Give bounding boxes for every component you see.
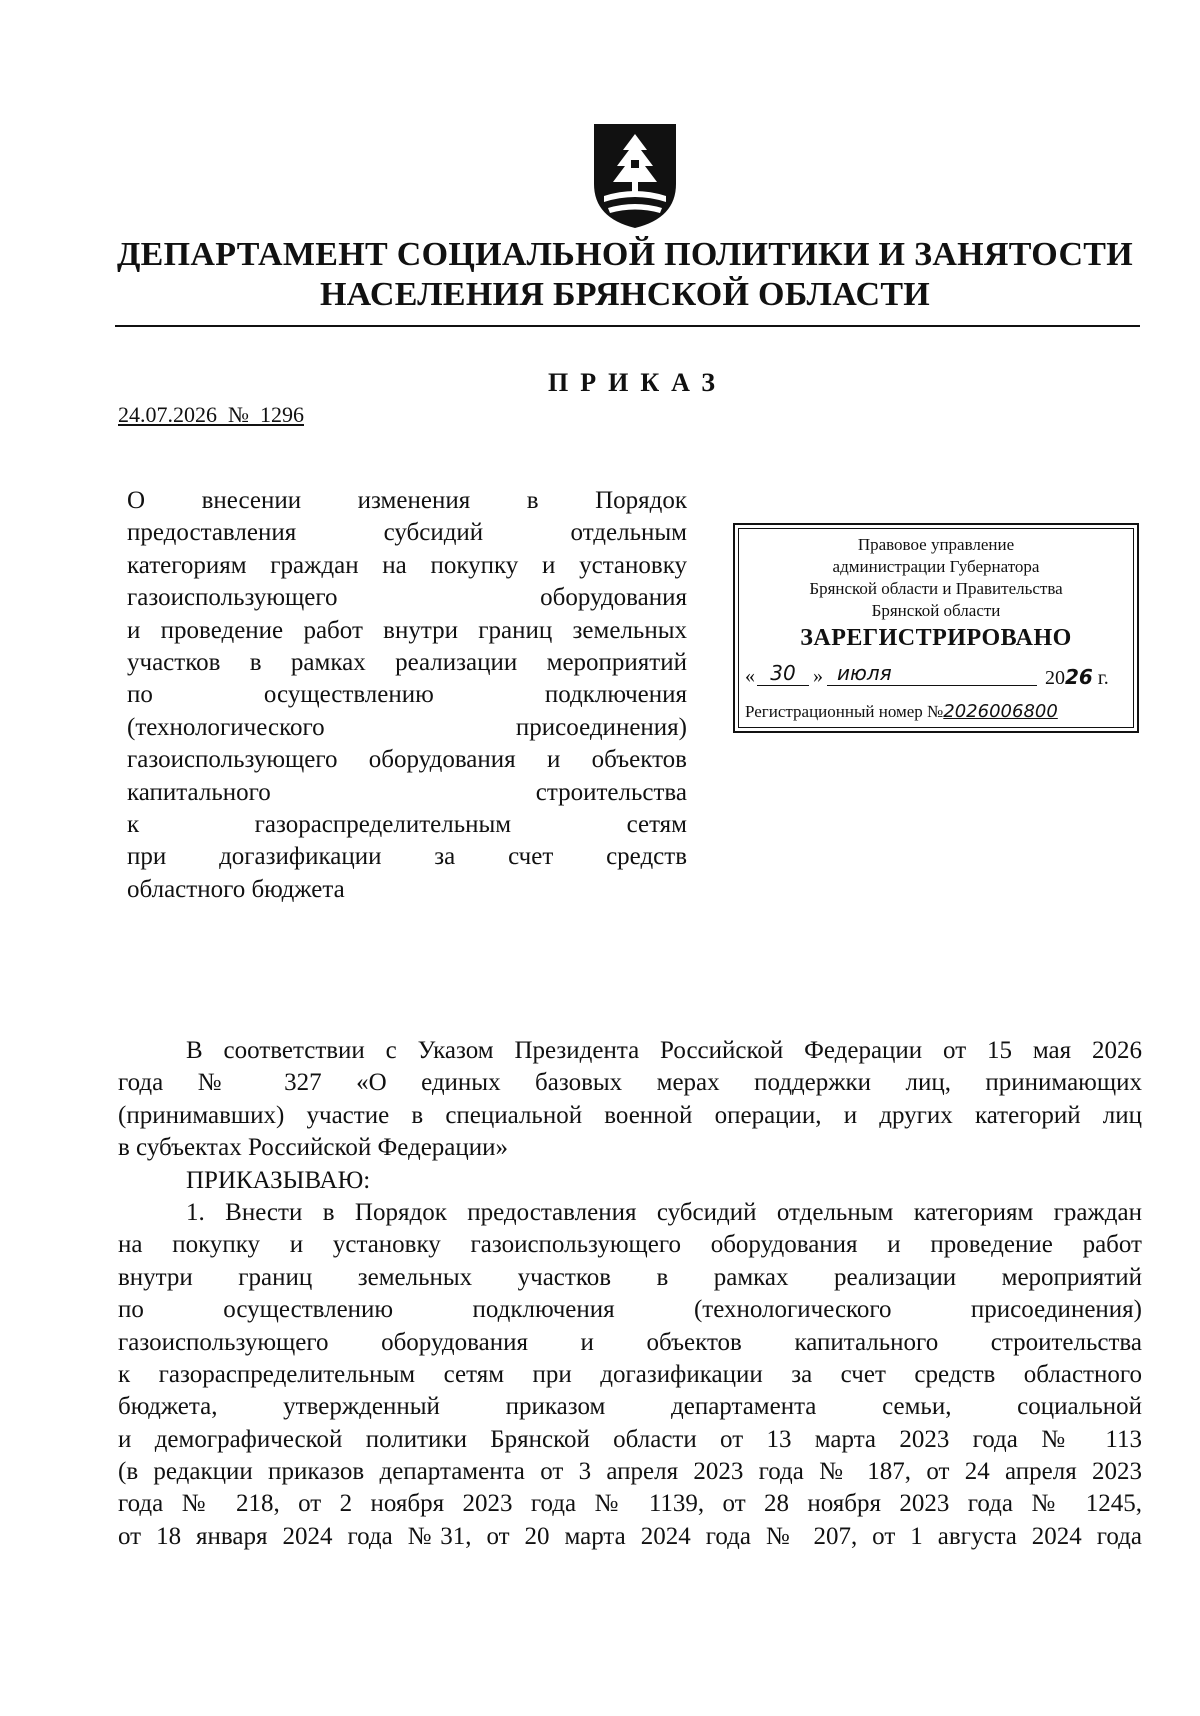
body-line: и демографической политики Брянской области от 13 марта 2023 года № 113 — [118, 1425, 1142, 1453]
registration-stamp — [733, 523, 1139, 733]
subject-line: предоставления субсидий отдельным — [127, 519, 687, 547]
stamp-regno-row — [745, 701, 1058, 722]
stamp-authority-line: Брянской области — [871, 601, 1001, 620]
stamp-authority-line: администрации Губернатора — [832, 557, 1040, 576]
body-line: внутри границ земельных участков в рамках реализации мероприятий — [118, 1263, 1142, 1291]
body-line: (в редакции приказов департамента от 3 апреля 2023 года № 187, от 24 апреля 2023 — [118, 1458, 1142, 1486]
department-name-line1: ДЕПАРТАМЕНТ СОЦИАЛЬНОЙ ПОЛИТИКИ И ЗАНЯТОСТИ — [116, 236, 1134, 273]
body-line: бюджета, утвержденный приказом департамента семьи, социальной — [118, 1393, 1142, 1421]
order-date: 24.07.2026 — [118, 402, 217, 427]
stamp-registered-label: ЗАРЕГИСТРИРОВАНО — [800, 625, 1072, 651]
subject-line: областного бюджета — [127, 875, 345, 903]
header-divider — [115, 325, 1140, 327]
order-date-number — [118, 402, 304, 428]
stamp-close-quote: » — [813, 665, 823, 687]
subject-line: газоиспользующего оборудования и объектов — [127, 746, 687, 774]
body-line: 1. Внести в Порядок предоставления субсидий отдельным категориям граждан — [186, 1198, 1142, 1226]
body-line: на покупку и установку газоиспользующего оборудования и проведение работ — [118, 1231, 1142, 1259]
subject-line: при догазификации за счет средств — [127, 843, 687, 871]
bryansk-coat-of-arms-icon — [590, 120, 680, 232]
body-line: к газораспределительным сетям при догазификации за счет средств областного — [118, 1360, 1142, 1388]
body-line: газоиспользующего оборудования и объектов капитального строительства — [118, 1328, 1142, 1356]
stamp-day-handwritten: 30 — [757, 661, 809, 686]
stamp-year-prefix: 20 — [1045, 667, 1065, 689]
subject-line: О внесении изменения в Порядок — [127, 487, 687, 514]
order-number: 1296 — [260, 402, 304, 427]
stamp-regno-label: Регистрационный номер № — [745, 702, 944, 721]
stamp-regno-handwritten: 2026006800 — [943, 701, 1058, 722]
stamp-year-suffix-handwritten: 26 — [1065, 665, 1093, 689]
order-number-sign: № — [228, 402, 249, 427]
body-line: от 18 января 2024 года №31, от 20 марта 2024 года № 207, от 1 августа 2024 года — [118, 1522, 1142, 1550]
subject-line: газоиспользующего оборудования — [127, 584, 687, 612]
body-line-orders: ПРИКАЗЫВАЮ: — [186, 1166, 371, 1194]
subject-line: по осуществлению подключения — [127, 681, 687, 709]
stamp-authority-line: Брянской области и Правительства — [809, 579, 1063, 598]
order-body — [118, 1035, 1142, 1553]
subject-line: категориям граждан на покупку и установку — [127, 551, 687, 579]
subject-line: к газораспределительным сетям — [127, 810, 687, 838]
body-line: В соответствии с Указом Президента Российской Федерации от 15 мая 2026 — [186, 1037, 1142, 1064]
stamp-open-quote: « — [745, 665, 755, 687]
document-title: ПРИКАЗ — [548, 368, 728, 397]
subject-line: участков в рамках реализации мероприятий — [127, 648, 687, 676]
order-subject — [127, 485, 687, 906]
stamp-month-handwritten: июля — [827, 661, 1037, 686]
body-line: по осуществлению подключения (технологического присоединения) — [118, 1296, 1142, 1324]
department-name-line2: НАСЕЛЕНИЯ БРЯНСКОЙ ОБЛАСТИ — [319, 276, 931, 313]
body-line: (принимавших) участие в специальной военной операции, и других категорий лиц — [118, 1101, 1142, 1129]
stamp-year-unit: г. — [1097, 667, 1109, 689]
body-line: года № 327 «О единых базовых мерах поддержки лиц, принимающих — [118, 1069, 1142, 1097]
subject-line: и проведение работ внутри границ земельных — [127, 616, 687, 644]
body-line: года № 218, от 2 ноября 2023 года № 1139, от 28 ноября 2023 года № 1245, — [118, 1490, 1142, 1518]
stamp-date-row — [745, 663, 1125, 691]
stamp-authority-line: Правовое управление — [857, 535, 1015, 554]
stamp-year — [1045, 665, 1109, 690]
subject-line: капитального строительства — [127, 778, 687, 806]
body-line: в субъектах Российской Федерации» — [118, 1134, 509, 1162]
subject-line: (технологического присоединения) — [127, 713, 687, 741]
